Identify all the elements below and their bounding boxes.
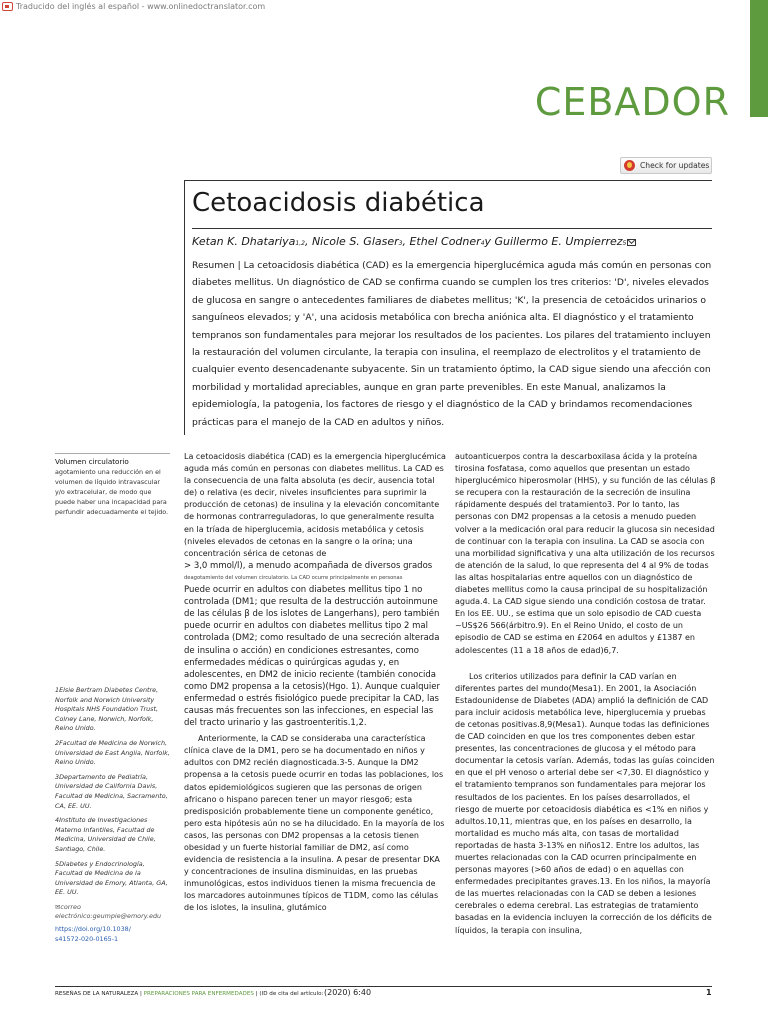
glossary-term: Volumen circulatorio — [55, 457, 129, 466]
author-name: Ketan K. Dhatariya — [192, 235, 296, 248]
body-paragraph: Los criterios utilizados para definir la CAD varían en diferentes partes del mundo(Mesa1). En 2001, la Asociación Estadounidense de Diabetes (ADA) amplió la definición de CAD para incluir acidosis metabólica leve, hiperglucemia y pruebas de cetonas positivas.8,9(Mesa1). Aunque todas las definiciones de CAD coinciden en que los tres componentes deben estar presentes, las concentraciones de glucosa y el método para documentar la cetosis varían. Además, todas las guías coinciden en que el pH venoso o arterial debe ser <7,30. El diagnóstico y el tratamiento tempranos son fundamentales para mejorar los resultados de los pacientes. En los países desarrollados, el riesgo de muerte por cetoacidosis diabética es <1% en niños y adultos.10,11, mientras que, en los países en desarrollo, la mortalidad es mucho más alta, con tasas de mortalidad reportadas de hasta 3-13% en niños12. Entre los adultos, las muertes relacionadas con la CAD ocurren principalmente en personas mayores (>60 años de edad) o en aquellas con enfermedades precipitantes graves.13. En los niños, la mayoría de las muertes relacionadas con la CAD se deben a lesiones cerebrales o edema cerebral. Las estrategias de tratamiento basadas en la evidencia incluyen la corrección de los déficits de líquidos, la terapia con insulina, — [455, 671, 715, 935]
body-column-left — [184, 451, 446, 915]
body-paragraph: autoanticuerpos contra la descarboxilasa ácida y la proteína tirosina fosfatasa, como aquellos que presentan un estado hiperglucémico hiperosmolar (HHS), y su función de las células β se recupera con la restauración de la secreción de insulina rápidamente después del tratamiento3. Por lo tanto, las personas con DM2 propensas a la cetosis a menudo pueden volver a la medicación oral para reducir la glucosa sin necesidad de continuar con la terapia con insulina. La CAD se asocia con una morbilidad significativa y una alta utilización de los recursos de atención de la salud, lo que representa del 4 al 9% de todas las altas hospitalarias entre aquellos con un diagnóstico de diabetes mellitus como la causa principal de su hospitalización aguda.4. La CAD sigue siendo una condición costosa de tratar. En los EE. UU., se estima que un solo episodio de CAD cuesta ~US$26 566(árbitro.9). En el Reino Unido, el costo de un episodio de CAD se estima en £2064 en adultos y £1387 en adolescentes (11 a 18 años de edad)6,7. — [455, 452, 716, 655]
article-title: Cetoacidosis diabética — [192, 188, 485, 218]
translator-text[interactable]: Traducido del inglés al español - www.onlinedoctranslator.com — [16, 1, 266, 11]
abstract-left-rule — [184, 180, 185, 435]
author-list — [192, 235, 712, 248]
glossary-definition: agotamiento una reducción en el volumen de líquido intravascular y/o extracelular, de modo que puede haber una incapacidad para perfundir adecuadamente el tejido. — [55, 467, 169, 516]
author-affil-number: 3 — [398, 240, 403, 247]
glossary-rule — [55, 453, 170, 454]
body-paragraph: > 3,0 mmol/l), a menudo acompañada de diversos grados — [184, 560, 433, 571]
affiliation-item: 4Instituto de Investigaciones Materno Infantiles, Facultad de Medicina, Universidad de Chile, Santiago, Chile. — [55, 816, 156, 853]
crossmark-icon — [624, 160, 635, 171]
body-paragraph: Puede ocurrir en adultos con diabetes mellitus tipo 1 no controlada (DM1; que resulta de la destrucción autoinmune de las células β de los islotes de Langerhans), pero también puede ocurrir en adultos con diabetes mellitus tipo 2 mal controlada (DM2; como resultado de una secreción alterada de insulina o acción) en condiciones estresantes, como enfermedades médicas o quirúrgicas agudas y, en adolescentes, en DM2 de inicio reciente (también conocida como DM2 propensa a la cetosis)(Hgo. 1). Aunque cualquier enfermedad o estrés fisiológico puede precipitar la CAD, las causas más frecuentes son las infecciones, en especial las del tracto urinario y las gastroenteritis.1,2. — [184, 585, 440, 729]
author-name: Nicole S. Glaser — [311, 235, 399, 248]
author-name: Ethel Codner — [409, 235, 481, 248]
affiliation-item: 5Diabetes y Endocrinología, Facultad de Medicina de la Universidad de Emory, Atlanta, GA, EE. UU. — [55, 859, 168, 897]
footer-journal: RESEÑAS DE LA NATURALEZA | PREPARACIONES PARA ENFERMEDADES | (ID de cita del artículo: — [55, 991, 324, 997]
email-address[interactable]: geumpie@emory.edu — [92, 912, 162, 921]
abstract-text: Resumen | La cetoacidosis diabética (CAD) es la emergencia hiperglucémica aguda más común en personas con diabetes mellitus. Un diagnóstico de CAD se confirma cuando se cumplen los tres criterios: 'D', niveles elevados de glucosa en sangre o antecedentes familiares de diabetes mellitus; 'K', la presencia de cetoácidos urinarios o sanguíneos elevados; y 'A', una acidosis metabólica con brecha aniónica alta. El diagnóstico y el tratamiento tempranos son fundamentales para mejorar los resultados de los pacientes. Los pilares del tratamiento incluyen la restauración del volumen circulante, la terapia con insulina, el reemplazo de electrolitos y el tratamiento de cualquier evento desencadenante subyacente. Sin un tratamiento óptimo, la CAD sigue siendo una afección con morbilidad y mortalidad apreciables, aunque en gran parte prevenibles. En este Manual, analizamos la epidemiología, la patogenia, los factores de riesgo y el diagnóstico de la CAD y brindamos recomendaciones prácticas para el manejo de la CAD en adultos y niños. — [192, 260, 712, 428]
affiliation-item: 3Departamento de Pediatría, Universidad de California Davis, Facultad de Medicina, Sacramento, CA, EE. UU. — [55, 772, 168, 810]
body-paragraph: La cetoacidosis diabética (CAD) es la emergencia hiperglucémica aguda más común en personas con diabetes mellitus. La CAD es la consecuencia de una falta absoluta (es decir, ausencia total de) o relativa (es decir, niveles insuficientes para suprimir la producción de cetonas) de insulina y la elevación concomitante de hormonas contrarreguladoras, lo que generalmente resulta en la tríada de hiperglucemia, acidosis metabólica y cetosis (niveles elevados de cetonas en la sangre o la orina; una concentración sérica de cetonas de — [184, 452, 446, 558]
footer-journal-name: RESEÑAS DE LA NATURALEZA — [55, 991, 139, 997]
check-for-updates-button[interactable] — [620, 157, 712, 174]
author-affil-number: 1,2 — [295, 240, 305, 247]
affiliations — [55, 686, 170, 949]
footer-citation-id: (ID de cita del artículo: — [259, 991, 324, 997]
page-number: 1 — [706, 988, 712, 997]
glossary-box — [55, 457, 170, 517]
author-affil-number: 4 — [480, 240, 485, 247]
check-updates-label: Check for updates — [640, 161, 710, 170]
author-separator: y — [484, 235, 495, 248]
author-separator: , — [304, 235, 312, 248]
doi-line-1[interactable]: https://doi.org/10.1038/ — [55, 925, 131, 934]
author-affil-number: 5 — [622, 240, 627, 247]
doi-line-2[interactable]: s41572-020-0165-1 — [55, 934, 119, 943]
footer-journal-section: PREPARACIONES PARA ENFERMEDADES — [143, 991, 254, 997]
affiliation-item: 2Facultad de Medicina de Norwich, Universidad de East Anglia, Norfolk, Reino Unido. — [55, 738, 170, 767]
doi-link[interactable] — [55, 925, 170, 944]
title-rule — [192, 228, 712, 229]
author-separator: , — [402, 235, 410, 248]
mail-icon[interactable] — [627, 239, 636, 246]
affiliation-item: 1Elsie Bertram Diabetes Centre, Norfolk and Norwich University Hospitals NHS Foundation Trust, Colney Lane, Norwich, Norfolk, Reino Unido. — [55, 686, 159, 733]
correspondence-email — [55, 903, 170, 922]
translator-banner[interactable] — [2, 0, 265, 12]
body-small-line: deagotamiento del volumen circulatorio. La CAD ocurre principalmente en personas — [184, 574, 403, 581]
footer-volume: (2020) 6:40 — [324, 988, 372, 997]
header-rule — [184, 180, 712, 181]
translator-icon — [2, 2, 13, 11]
body-paragraph: Anteriormente, la CAD se consideraba una característica clínica clave de la DM1, pero se ha documentado en niños y adultos con DM2 recién diagnosticada.3-5. Aunque la DM2 propensa a la cetosis puede ocurrir en todas las poblaciones, los datos epidemiológicos sugieren que las personas de origen africano o hispano parecen tener un mayor riesgo6; esta predisposición probablemente tiene un componente genético, pero esta hipótesis aún no se ha dilucidado. En la mayoría de los casos, las personas con DM2 propensas a la cetosis tienen obesidad y un fuerte historial familiar de DM2, así como evidencia de resistencia a la insulina. A pesar de presentar DKA y concentraciones de insulina disminuidas, en las pruebas inmunológicas, estos individuos tienen la misma frecuencia de los marcadores autoinmunes típicos de T1DM, como las células de los islotes, la insulina, glutámico — [184, 734, 445, 913]
footer-rule — [55, 986, 712, 987]
email-label: ✉correo electrónico: — [55, 902, 93, 921]
author-name: Guillermo E. Umpierrez — [494, 235, 623, 248]
body-column-right — [455, 451, 717, 937]
journal-brand: CEBADOR — [534, 80, 730, 124]
brand-stripe — [750, 0, 768, 117]
